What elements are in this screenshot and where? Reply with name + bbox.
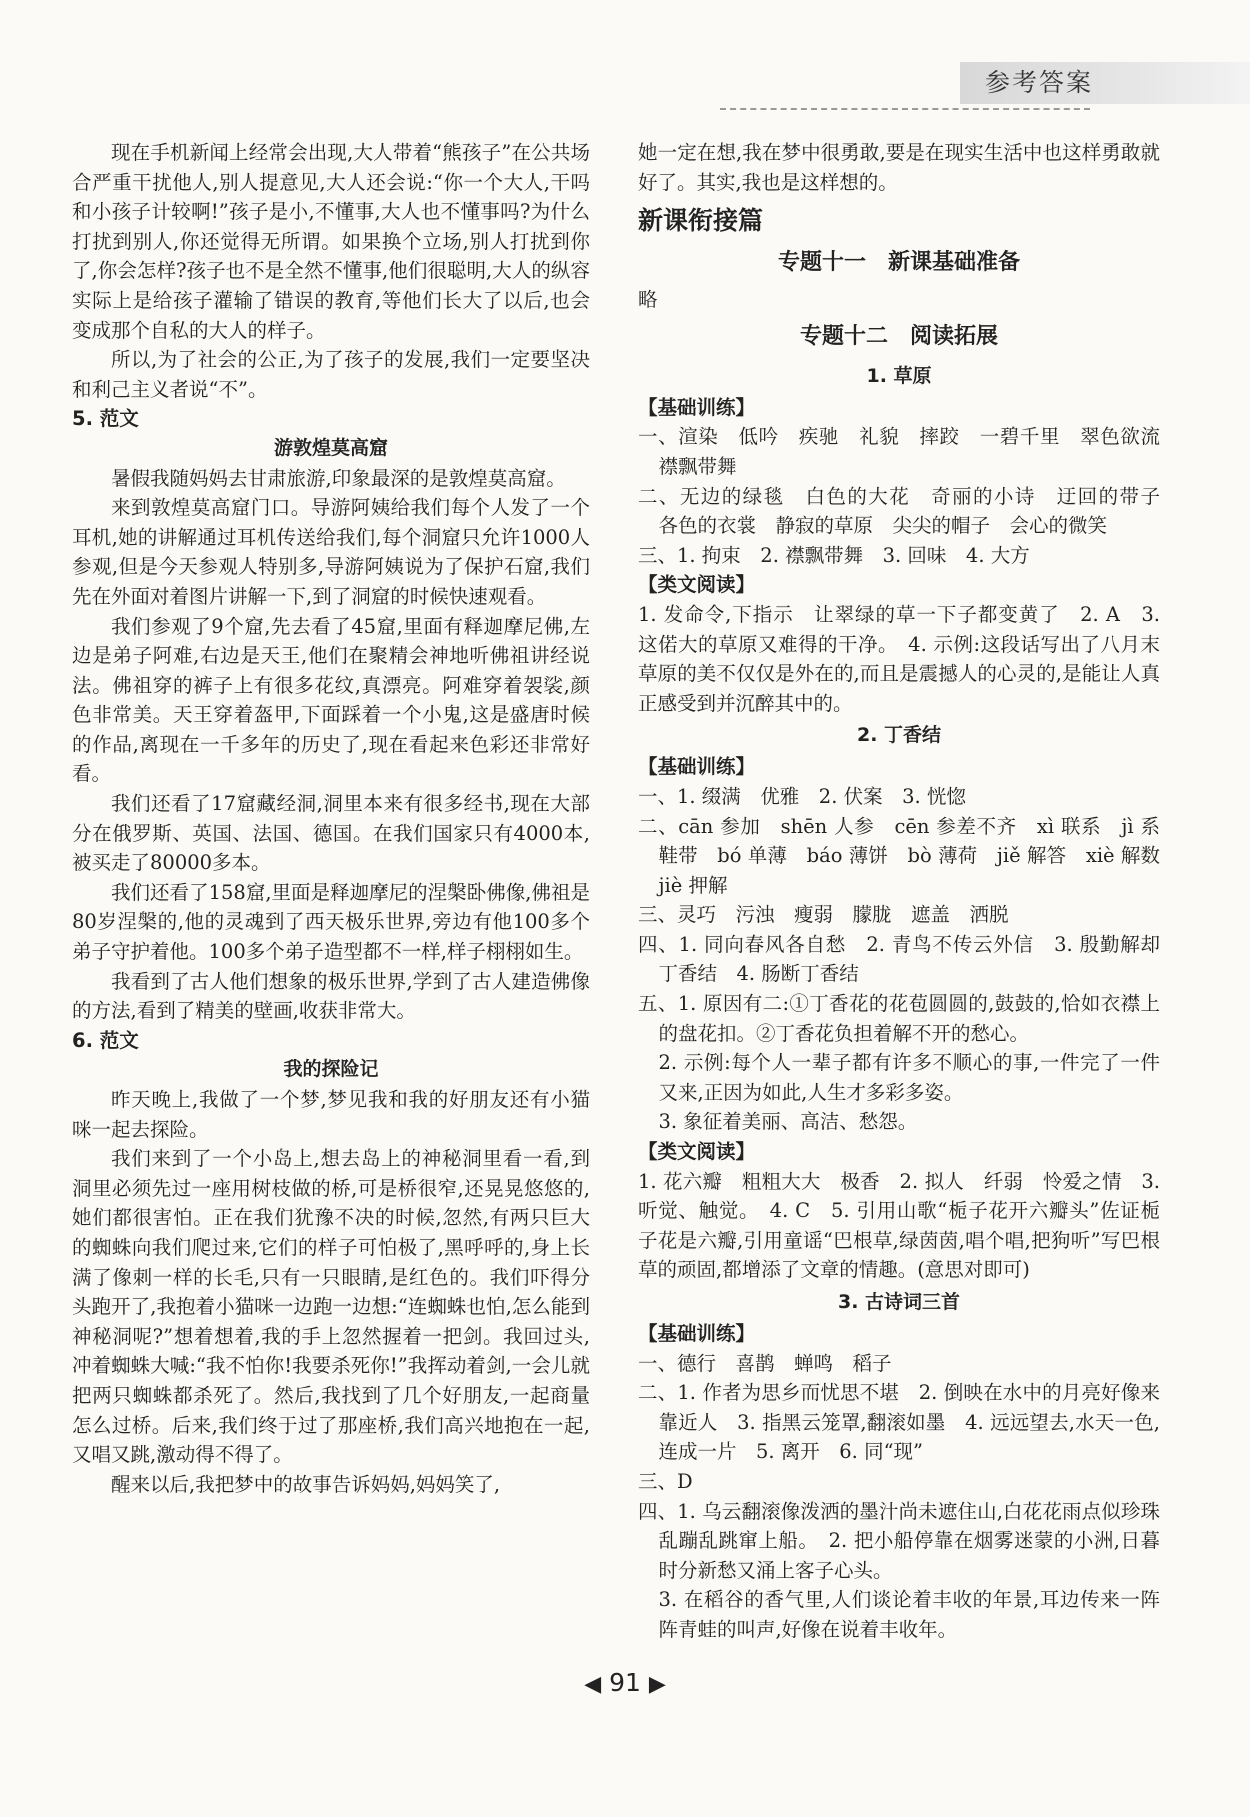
- answer-line: 2. 示例:每个人一辈子都有许多不顺心的事,一件完了一件又来,正因为如此,人生才多彩多姿。: [658, 1051, 1160, 1104]
- answer-line: 3. 在稻谷的香气里,人们谈论着丰收的年景,耳边传来一阵阵青蛙的叫声,好像在说着丰收年。: [658, 1588, 1160, 1641]
- answer-line: 一、德行 喜鹊 蝉鸣 稻子: [638, 1351, 892, 1375]
- paragraph: 醒来以后,我把梦中的故事告诉妈妈,妈妈笑了,: [111, 1472, 501, 1496]
- header-title: 参考答案: [985, 68, 1094, 97]
- answer-line: 略: [638, 288, 658, 312]
- answer-line: 3. 象征着美丽、高洁、愁怨。: [658, 1110, 918, 1134]
- answer-line: 1. 发命令,下指示 让翠绿的草一下子都变黄了 2. A 3. 这偌大的草原又难得的干净。 4. 示例:这段话写出了八月末草原的美不仅仅是外在的,而且是震撼人的心灵的,是能让人真正感受到并沉醉其中的。: [638, 602, 1160, 715]
- answer-line: 1. 花六瓣 粗粗大大 极香 2. 拟人 纤弱 怜爱之情 3. 听觉、触觉。 4. C 5. 引用山歌“栀子花开六瓣头”佐证栀子花是六瓣,引用童谣“巴根草,绿茵茵,唱个唱,把狗听”写巴根草的顽固,都增添了文章的情趣。(意思对即可): [638, 1169, 1160, 1282]
- answer-line: 三、1. 拘束 2. 襟飘带舞 3. 回味 4. 大方: [638, 543, 1030, 567]
- paragraph: 现在手机新闻上经常会出现,大人带着“熊孩子”在公共场合严重干扰他人,别人提意见,大人还会说:“你一个大人,干吗和小孩子计较啊!”孩子是小,不懂事,大人也不懂事吗?为什么打扰到别人,你还觉得无所谓。如果换个立场,别人打扰到你了,你会怎样?孩子也不是全然不懂事,他们很聪明,大人的纵容实际上是给孩子灌输了错误的教育,等他们长大了以后,也会变成那个自私的大人的样子。: [72, 141, 590, 342]
- page-number: [0, 1668, 1250, 1697]
- section-tag: 【基础训练】: [638, 1322, 756, 1345]
- section-tag: 【类文阅读】: [638, 1140, 756, 1164]
- lesson-title: 2. 丁香结: [856, 724, 942, 747]
- page-prev-icon: ◀: [584, 1672, 602, 1697]
- answer-line: 五、1. 原因有二:①丁香花的花苞圆圆的,鼓鼓的,恰如衣襟上的盘花扣。②丁香花负担着解不开的愁心。: [638, 992, 1160, 1045]
- answer-line: 四、1. 乌云翻滚像泼洒的墨汁尚未遮住山,白花花雨点似珍珠乱蹦乱跳窜上船。 2. 把小船停靠在烟雾迷蒙的小洲,日暮时分新愁又涌上客子心头。: [638, 1499, 1160, 1582]
- section-tag: 【基础训练】: [638, 755, 756, 779]
- topic-heading: 专题十二 阅读拓展: [799, 323, 998, 349]
- paragraph: 我们来到了一个小岛上,想去岛上的神秘洞里看一看,到洞里必须先过一座用树枝做的桥,可是桥很窄,还晃晃悠悠的,她们都很害怕。正在我们犹豫不决的时候,忽然,有两只巨大的蜘蛛向我们爬过来,它们的样子可怕极了,黑呼呼的,身上长满了像刺一样的长毛,只有一只眼睛,是红色的。我们吓得分头跑开了,我抱着小猫咪一边跑一边想:“连蜘蛛也怕,怎么能到神秘洞呢?”想着想着,我的手上忽然握着一把剑。我回过头,冲着蜘蛛大喊:“我不怕你!我要杀死你!”我挥动着剑,一会儿就把两只蜘蛛都杀死了。然后,我找到了几个好朋友,一起商量怎么过桥。后来,我们终于过了那座桥,我们高兴地抱在一起,又唱又跳,激动得不得了。: [72, 1147, 590, 1467]
- essay-title: 我的探险记: [283, 1058, 379, 1081]
- answer-line: 三、D: [638, 1469, 693, 1493]
- page-next-icon: ▶: [648, 1672, 666, 1697]
- left-column: [72, 138, 590, 1499]
- answer-line: 一、1. 缀满 优雅 2. 伏案 3. 恍惚: [638, 784, 966, 808]
- paragraph: 昨天晚上,我做了一个梦,梦见我和我的好朋友还有小猫咪一起去探险。: [72, 1088, 590, 1141]
- item-number: 5. 范文: [72, 407, 139, 431]
- item-number: 6. 范文: [72, 1028, 139, 1052]
- right-column: [638, 138, 1180, 1645]
- paragraph: 暑假我随妈妈去甘肃旅游,印象最深的是敦煌莫高窟。: [111, 466, 566, 490]
- answer-line: 一、渲染 低吟 疾驰 礼貌 摔跤 一碧千里 翠色欲流 襟飘带舞: [638, 425, 1180, 478]
- lesson-title: 1. 草原: [866, 364, 932, 387]
- essay-title: 游敦煌莫高窟: [273, 436, 388, 459]
- section-tag: 【基础训练】: [638, 395, 756, 419]
- paragraph: 我看到了古人他们想象的极乐世界,学到了古人建造佛像的方法,看到了精美的壁画,收获非常大。: [72, 969, 590, 1023]
- answer-line: 三、灵巧 污浊 瘦弱 朦胧 遮盖 洒脱: [638, 903, 1009, 927]
- paragraph: 所以,为了社会的公正,为了孩子的发展,我们一定要坚决和利己主义者说“不”。: [72, 348, 590, 401]
- answer-line: 她一定在想,我在梦中很勇敢,要是在现实生活中也这样勇敢就好了。其实,我也是这样想的。: [638, 141, 1160, 194]
- paragraph: 我们还看了158窟,里面是释迦摩尼的涅槃卧佛像,佛祖是80岁涅槃的,他的灵魂到了西天极乐世界,旁边有他100多个弟子守护着他。100多个弟子造型都不一样,样子栩栩如生。: [72, 880, 590, 964]
- header-divider: [720, 108, 1090, 110]
- lesson-title: 3. 古诗词三首: [837, 1291, 961, 1313]
- paragraph: 我们参观了9个窟,先去看了45窟,里面有释迦摩尼佛,左边是弟子阿难,右边是天王,他们在聚精会神地听佛祖讲经说法。佛祖穿的裤子上有很多花纹,真漂亮。阿难穿着袈裟,颜色非常美。天王穿着盔甲,下面踩着一个小鬼,这是盛唐时候的作品,离现在一千多年的历史了,现在看起来色彩还非常好看。: [72, 614, 590, 786]
- answer-line: 二、cān 参加 shēn 人参 cēn 参差不齐 xì 联系 jì 系鞋带 bó 单薄 báo 薄饼 bò 薄荷 jiě 解答 xiè 解数 jiè 押解: [638, 814, 1180, 897]
- paragraph: 来到敦煌莫高窟门口。导游阿姨给我们每个人发了一个耳机,她的讲解通过耳机传送给我们,每个洞窟只允许1000人参观,但是今天参观人特别多,导游阿姨说为了保护石窟,我们先在外面对着图片讲解一下,到了洞窟的时候快速观看。: [72, 496, 590, 608]
- answer-line: 四、1. 同向春风各自愁 2. 青鸟不传云外信 3. 殷勤解却丁香结 4. 肠断丁香结: [638, 932, 1160, 986]
- page-number-text: 91: [609, 1668, 641, 1697]
- answer-line: 二、无边的绿毯 白色的大花 奇丽的小诗 迂回的带子 各色的衣裳 静寂的草原 尖尖的帽子 会心的微笑: [638, 484, 1180, 538]
- paragraph: 我们还看了17窟藏经洞,洞里本来有很多经书,现在大部分在俄罗斯、英国、法国、德国。在我们国家只有4000本,被买走了80000多本。: [72, 792, 590, 875]
- section-tag: 【类文阅读】: [638, 573, 756, 597]
- section-heading: 新课衔接篇: [638, 206, 764, 236]
- answer-line: 二、1. 作者为思乡而忧思不堪 2. 倒映在水中的月亮好像来靠近人 3. 指黑云笼罩,翻滚如墨 4. 远远望去,水天一色,连成一片 5. 离开 6. 同“现”: [638, 1381, 1160, 1464]
- topic-heading: 专题十一 新课基础准备: [777, 250, 1020, 276]
